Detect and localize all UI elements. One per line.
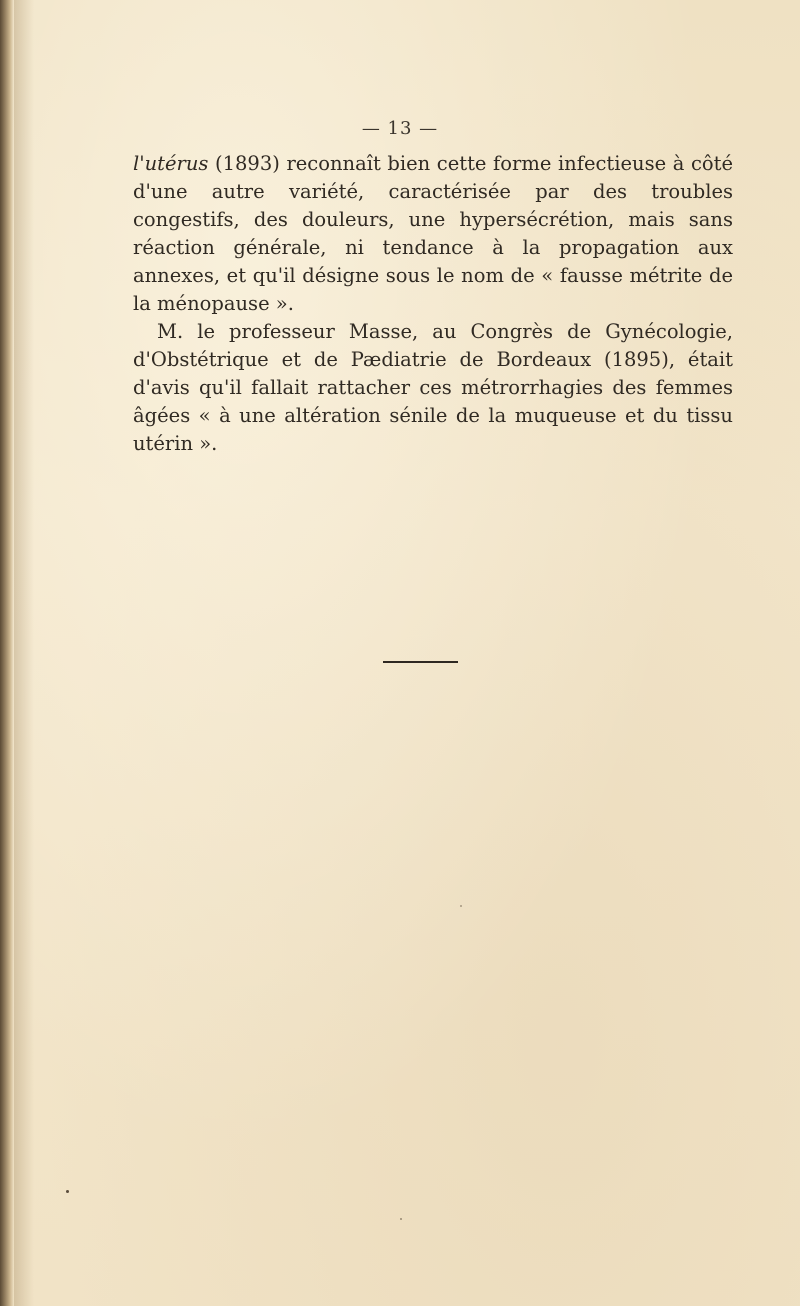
paper-speck [66,1190,69,1193]
paragraph-1-text: (1893) reconnaît bien cette forme infectieuse à côté d'une autre variété, caractérisée par des troubles congestifs, des douleurs, une hypersécrétion, mais sans réaction générale, ni tendance à la propagation aux annexes, et qu'il désigne sous le nom de « fausse métrite de la ménopause ». [133,152,733,315]
spine-shadow [14,0,34,1306]
paragraph-2 [133,318,733,458]
body-text [133,150,733,458]
paper-speck [400,1218,402,1220]
paragraph-1-italic-lead: l'utérus [133,152,209,175]
book-spine-edge [0,0,14,1306]
page-number: — 13 — [361,118,439,139]
paper-speck [460,905,462,907]
paragraph-1 [133,150,733,318]
section-divider-rule [383,661,458,663]
paragraph-2-text: M. le professeur Masse, au Congrès de Gynécologie, d'Obstétrique et de Pædiatrie de Bordeaux (1895), était d'avis qu'il fallait rattacher ces métrorrhagies des femmes âgées « à une altération sénile de la muqueuse et du tissu utérin ». [133,320,733,455]
